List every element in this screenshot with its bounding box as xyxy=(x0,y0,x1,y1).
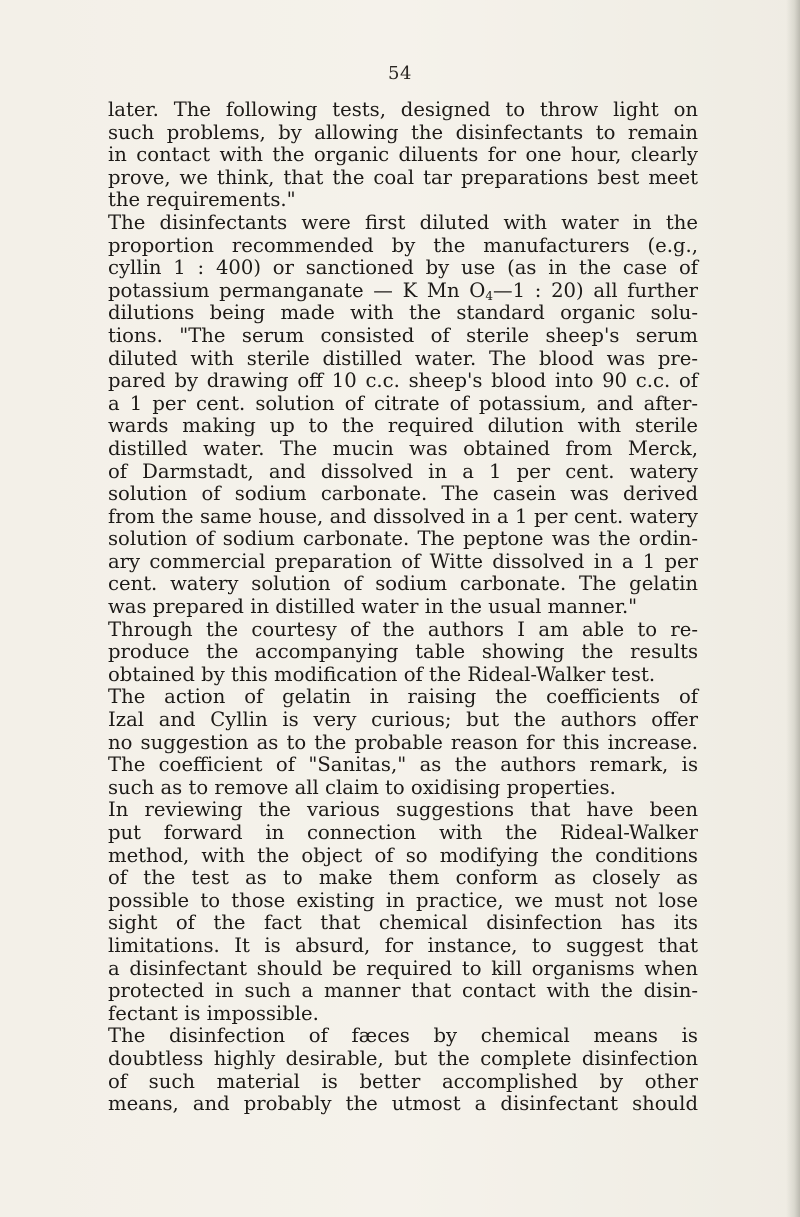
text-line: of Darmstadt, and dissolved in a 1 per cent. watery xyxy=(108,459,698,483)
text-line: the requirements." xyxy=(108,188,296,212)
text-line: limitations. It is absurd, for instance, to suggest that xyxy=(108,933,698,957)
text-line: of the test as to make them conform as closely as xyxy=(108,866,698,890)
text-line: from the same house, and dissolved in a 1 per cent. watery xyxy=(108,504,698,528)
text-line: such problems, by allowing the disinfectants to remain xyxy=(108,120,698,144)
text-line: fectant is impossible. xyxy=(108,1001,319,1025)
text-line: The disinfectants were first diluted with water in the xyxy=(108,210,698,234)
text-line: proportion recommended by the manufacturers (e.g., xyxy=(108,233,698,257)
text-line: doubtless highly desirable, but the complete disinfection xyxy=(108,1046,698,1070)
text-line: possible to those existing in practice, we must not lose xyxy=(108,888,698,912)
text-line: prove, we think, that the coal tar preparations best meet xyxy=(108,165,698,189)
text-line: of such material is better accomplished by other xyxy=(108,1069,698,1093)
text-line: The disinfection of fæces by chemical means is xyxy=(108,1024,698,1048)
text-line: cent. watery solution of sodium carbonate. The gelatin xyxy=(108,572,698,596)
text-line: Izal and Cyllin is very curious; but the authors offer xyxy=(108,708,698,732)
text-line: solution of sodium carbonate. The casein was derived xyxy=(108,482,698,506)
text-line: dilutions being made with the standard organic solu- xyxy=(108,301,698,325)
page-number: 54 xyxy=(388,63,412,84)
text-line: The coefficient of "Sanitas," as the authors remark, is xyxy=(108,753,698,777)
text-line: tions. "The serum consisted of sterile sheep's serum xyxy=(108,323,698,347)
text-line: a 1 per cent. solution of citrate of potassium, and after- xyxy=(108,391,698,415)
text-line: protected in such a manner that contact with the disin- xyxy=(108,979,698,1003)
text-line: sight of the fact that chemical disinfection has its xyxy=(108,911,698,935)
text-line: Through the courtesy of the authors I am able to re- xyxy=(108,617,698,641)
text-line: no suggestion as to the probable reason for this increase. xyxy=(108,730,698,754)
text-line: distilled water. The mucin was obtained from Merck, xyxy=(108,436,698,460)
text-line: put forward in connection with the Rideal-Walker xyxy=(108,821,698,844)
text-line: later. The following tests, designed to throw light on xyxy=(108,98,698,121)
text-line: such as to remove all claim to oxidising properties. xyxy=(108,775,616,799)
text-line: In reviewing the various suggestions that have been xyxy=(108,798,698,822)
text-line: The action of gelatin in raising the coefficients of xyxy=(108,685,698,709)
text-line: cyllin 1 : 400) or sanctioned by use (as in the case of xyxy=(108,256,698,280)
text-line: wards making up to the required dilution with sterile xyxy=(108,414,698,438)
body-text xyxy=(108,99,698,1116)
text-line: in contact with the organic diluents for one hour, clearly xyxy=(108,143,698,167)
text-line: means, and probably the utmost a disinfectant should xyxy=(108,1092,698,1116)
text-line: solution of sodium carbonate. The peptone was the ordin- xyxy=(108,527,698,551)
text-line: potassium permanganate — K Mn $O_4—1$ : 20) all further xyxy=(108,278,698,303)
text-line: produce the accompanying table showing the results xyxy=(108,640,698,664)
text-line: method, with the object of so modifying the conditions xyxy=(108,843,698,867)
text-line: ary commercial preparation of Witte dissolved in a 1 per xyxy=(108,549,698,573)
text-line: a disinfectant should be required to kill organisms when xyxy=(108,956,698,980)
text-line: diluted with sterile distilled water. The blood was pre- xyxy=(108,346,698,370)
text-line: pared by drawing off 10 c.c. sheep's blood into 90 c.c. of xyxy=(108,369,698,393)
text-line: was prepared in distilled water in the usual manner." xyxy=(108,595,638,619)
page-edge-shadow xyxy=(786,0,800,1217)
text-line: obtained by this modification of the Rideal-Walker test. xyxy=(108,662,656,686)
